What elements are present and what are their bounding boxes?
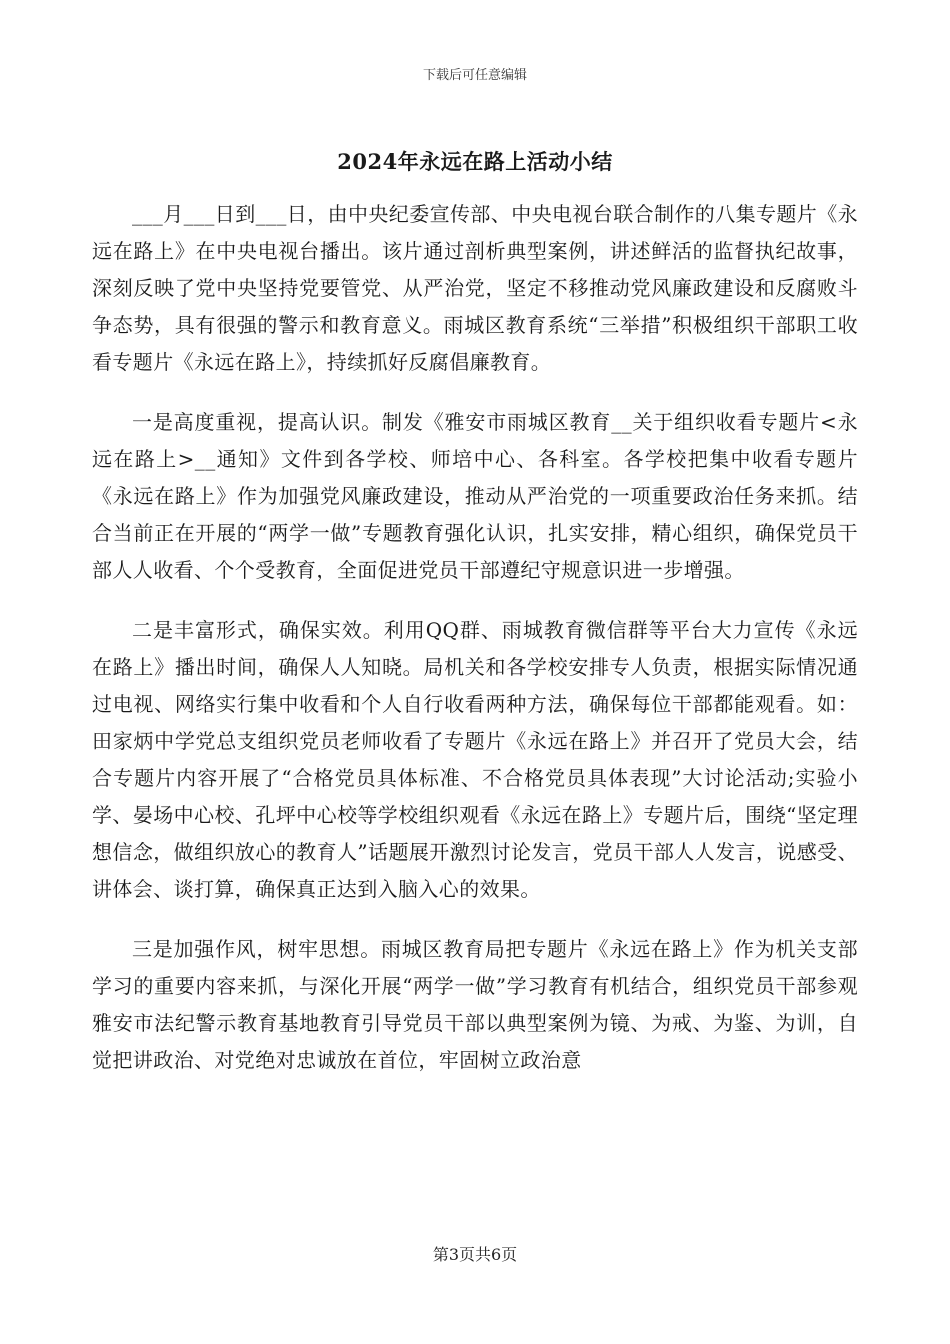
paragraph-point-three: 三是加强作风，树牢思想。雨城区教育局把专题片《永远在路上》作为机关支部学习的重要内容来抓，与深化开展“两学一做”学习教育有机结合，组织党员干部参观雅安市法纪警示教育基地教育引导党员干部以典型案例为镜、为戒、为鉴、为训，自觉把讲政治、对党绝对忠诚放在首位，牢固树立政治意 [92,937,858,1072]
paragraph-point-one: 一是高度重视，提高认识。制发《雅安市雨城区教育__关于组织收看专题片<永远在路上>__通知》文件到各学校、师培中心、各科室。各学校把集中收看专题片《永远在路上》作为加强党风廉政建设，推动从严治党的一项重要政治任务来抓。结合当前正在开展的“两学一做”专题教育强化认识，扎实安排，精心组织，确保党员干部人人收看、个个受教育，全面促进党员干部遵纪守规意识进一步增强。 [92,410,858,582]
paragraph-point-two: 二是丰富形式，确保实效。利用QQ群、雨城教育微信群等平台大力宣传《永远在路上》播出时间，确保人人知晓。局机关和各学校安排专人负责，根据实际情况通过电视、网络实行集中收看和个人自行收看两种方法，确保每位干部都能观看。如：田家炳中学党总支组织党员老师收看了专题片《永远在路上》并召开了党员大会，结合专题片内容开展了“合格党员具体标准、不合格党员具体表现”大讨论活动;实验小学、晏场中心校、孔坪中心校等学校组织观看《永远在路上》专题片后，围绕“坚定理想信念，做组织放心的教育人”话题展开激烈讨论发言，党员干部人人发言，说感受、讲体会、谈打算，确保真正达到入脑入心的效果。 [92,618,858,901]
document-body [92,196,858,1102]
page-number-footer: 第3页共6页 [432,1245,518,1264]
page-header-note: 下载后可任意编辑 [422,68,527,83]
paragraph-intro: ___月___日到___日，由中央纪委宣传部、中央电视台联合制作的八集专题片《永远在路上》在中央电视台播出。该片通过剖析典型案例，讲述鲜活的监督执纪故事，深刻反映了党中央坚持党要管党、从严治党，坚定不移推动党风廉政建设和反腐败斗争态势，具有很强的警示和教育意义。雨城区教育系统“三举措”积极组织干部职工收看专题片《永远在路上》，持续抓好反腐倡廉教育。 [92,202,858,374]
document-title: 2024年永远在路上活动小结 [337,149,613,174]
